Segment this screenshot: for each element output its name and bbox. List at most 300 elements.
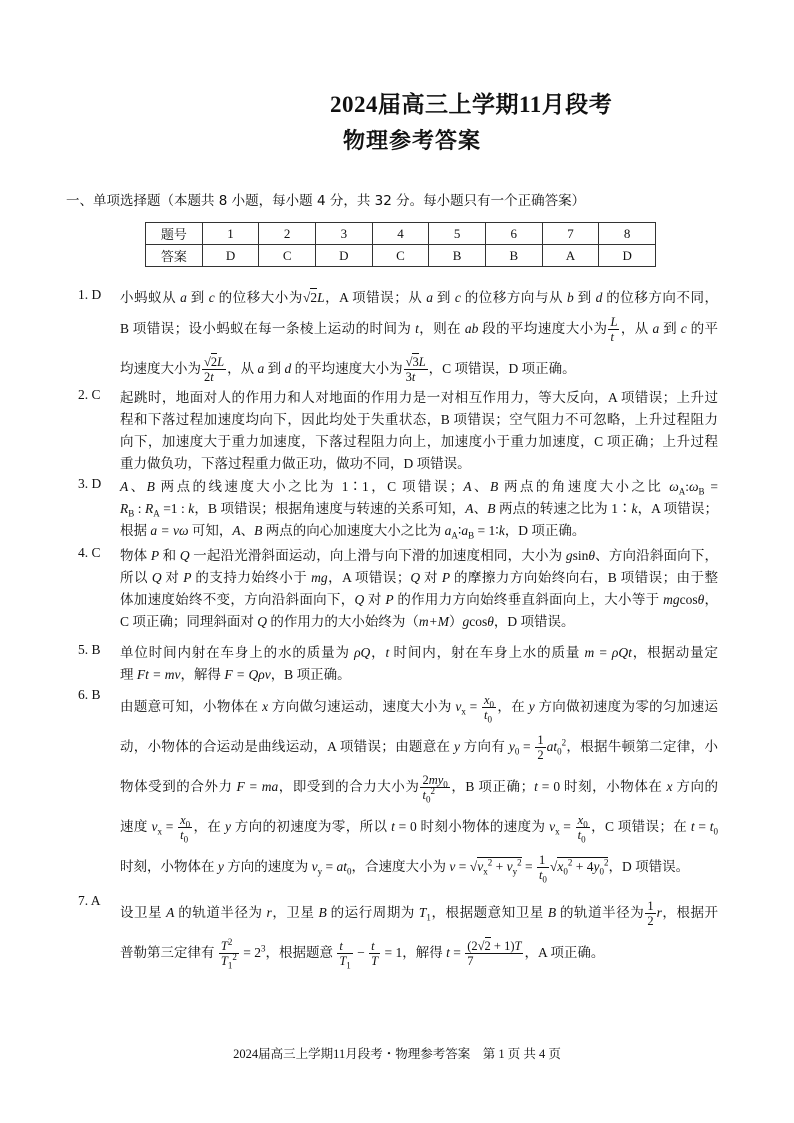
text-run: 1 — [538, 853, 546, 868]
math-fraction — [645, 899, 655, 928]
math-variable: B — [254, 523, 263, 538]
math-variable: t — [180, 828, 184, 843]
explanation-line — [120, 387, 718, 409]
math-variable: y — [454, 739, 461, 754]
text-run: 3 — [412, 355, 419, 370]
answer-item — [78, 545, 718, 633]
explanation-line — [120, 807, 718, 847]
math-variable: t — [385, 645, 390, 660]
text-run: ， — [370, 645, 386, 660]
text-run: 方向的 — [672, 779, 719, 794]
answer-item — [78, 476, 718, 542]
text-run: : — [134, 501, 145, 516]
math-variable: v — [477, 859, 484, 874]
explanation-line — [120, 933, 718, 973]
text-run: 方向做初速度为零的匀加速运 — [534, 699, 719, 714]
math-subscript: 0 — [514, 746, 520, 757]
math-sqrt — [469, 857, 522, 877]
text-run: − — [353, 945, 369, 960]
math-superscript: 2 — [430, 786, 435, 797]
math-variable: v — [449, 859, 456, 874]
item-number-answer: 3. D — [78, 476, 102, 491]
math-variable: t — [422, 788, 426, 803]
answer-item — [78, 287, 718, 389]
math-variable: v — [151, 819, 158, 834]
sqrt-symbol: √ — [549, 859, 558, 874]
fraction-denominator — [369, 954, 380, 968]
text-run: ，根据题意知卫星 — [430, 905, 548, 920]
fraction-denominator — [337, 954, 352, 971]
text-run: 到 — [264, 361, 285, 376]
text-run: 可知， — [188, 523, 233, 538]
math-variable: Q — [354, 592, 365, 607]
text-run: 对 — [364, 592, 386, 607]
math-sqrt — [406, 353, 419, 369]
answer-cell: D — [202, 245, 259, 267]
fraction-numerator — [202, 355, 226, 370]
math-variable: a = vω — [150, 523, 189, 538]
fraction-numerator — [465, 939, 523, 954]
text-run: = — [449, 945, 465, 960]
math-subscript: x — [157, 826, 162, 837]
fraction-denominator — [420, 786, 449, 805]
math-fraction — [219, 937, 239, 971]
math-variable: d — [595, 290, 603, 305]
math-variable: R — [120, 501, 129, 516]
math-variable: T — [371, 954, 379, 969]
math-variable: P — [441, 570, 451, 585]
math-variable: t — [538, 868, 543, 883]
text-run: + 4 — [572, 859, 594, 874]
text-run: 方向的初速度为零，所以 — [231, 819, 392, 834]
math-variable: ω — [689, 479, 699, 494]
text-run: ，卫星 — [271, 905, 319, 920]
sqrt-symbol: √ — [477, 939, 485, 954]
math-variable: g — [462, 614, 470, 629]
math-variable: k — [631, 501, 638, 516]
math-variable: t — [391, 819, 395, 834]
math-variable: ρQ — [354, 645, 371, 660]
explanation-line — [120, 431, 718, 453]
text-run: ，A 项错误； — [637, 501, 718, 516]
text-run: = — [704, 479, 718, 494]
text-run: 到 — [186, 290, 209, 305]
math-fraction — [420, 773, 449, 805]
text-run: 所以 — [120, 570, 152, 585]
math-variable: L — [418, 355, 426, 370]
math-subscript: A — [153, 508, 160, 519]
explanation-line — [120, 687, 718, 727]
text-run: 动，小物体的合运动是曲线运动，A 项错误；由题意在 — [120, 739, 455, 754]
math-variable: t — [690, 819, 695, 834]
text-run: 方向有 — [460, 739, 509, 754]
explanation-line — [120, 642, 718, 664]
text-run: = — [465, 699, 481, 714]
math-subscript: B — [468, 530, 475, 541]
text-run: = — [162, 819, 178, 834]
math-variable: v — [549, 819, 556, 834]
text-run: 重力做负功，下落过程重力做正功，做功不同，D 项错误。 — [120, 456, 471, 471]
fraction-numerator — [404, 355, 428, 370]
text-run: 设卫星 — [120, 905, 167, 920]
math-subscript: 0 — [563, 866, 568, 877]
math-variable: A — [465, 501, 474, 516]
text-run: = 1，解得 — [381, 945, 447, 960]
text-run: + 1) — [490, 939, 515, 954]
text-run: 两点的转速之比为 1∶ — [495, 501, 632, 516]
item-explanation — [120, 476, 718, 542]
text-run: 程和下落过程加速度均向下，因此均处于失重状态，B 项错误；空气阻力不可忽略，上升过程阻力 — [120, 412, 718, 427]
math-sqrt — [204, 353, 217, 369]
fraction-denominator — [576, 828, 590, 845]
text-run: ） — [449, 614, 463, 629]
math-subscript: B — [698, 486, 705, 497]
math-variable: a — [257, 361, 265, 376]
fraction-denominator — [404, 370, 428, 384]
text-run: ，B 项正确； — [450, 779, 535, 794]
item-number-answer: 5. B — [78, 642, 101, 657]
text-run: 方向做匀速运动，速度大小为 — [268, 699, 456, 714]
fraction-numerator — [608, 315, 619, 330]
text-run: 的支持力始终小于 — [191, 570, 312, 585]
explanation-line — [120, 349, 718, 389]
sqrt-symbol: √ — [469, 859, 478, 874]
answer-item — [78, 687, 718, 887]
fraction-denominator — [465, 954, 523, 968]
text-run: + — [492, 859, 507, 874]
math-variable: x — [557, 859, 564, 874]
text-run: ，则在 — [418, 321, 465, 336]
text-run: = 0 时刻，小物体在 — [537, 779, 667, 794]
text-run: 方向的速度为 — [223, 859, 312, 874]
text-run: = 0 时刻小物体的速度为 — [394, 819, 550, 834]
explanation-line — [120, 476, 718, 498]
math-variable: k — [498, 523, 505, 538]
explanation-line — [120, 545, 718, 567]
text-run: 到 — [432, 290, 455, 305]
explanation-line — [120, 767, 718, 807]
math-variable: mg — [311, 570, 328, 585]
math-fraction — [404, 355, 428, 384]
math-variable: mg — [663, 592, 680, 607]
math-variable: F = Qρv — [224, 667, 271, 682]
text-run: 和 — [159, 548, 180, 563]
text-run: 物体受到的合外力 — [120, 779, 237, 794]
math-subscript: 0 — [347, 866, 352, 877]
math-variable: a — [180, 290, 187, 305]
text-run: ，根据动量定 — [631, 645, 719, 660]
fraction-numerator — [337, 939, 352, 954]
math-variable: t — [610, 330, 614, 345]
math-variable: T — [418, 905, 427, 920]
math-variable: B — [146, 479, 155, 494]
text-run: C 项正确；同理斜面对 — [120, 614, 258, 629]
math-variable: Q — [151, 570, 162, 585]
fraction-numerator — [420, 773, 449, 788]
text-run: 、 — [473, 501, 488, 516]
math-superscript: 2 — [487, 857, 493, 868]
item-explanation — [120, 687, 718, 887]
text-run: 的平 — [686, 321, 719, 336]
math-variable: k — [188, 501, 195, 516]
math-variable: A — [232, 523, 241, 538]
math-superscript: 2 — [232, 952, 237, 963]
math-variable: t — [210, 370, 214, 385]
answer-cell: A — [542, 245, 599, 267]
math-superscript: 3 — [260, 943, 266, 954]
text-run: 理 — [120, 667, 137, 682]
text-run: 由题意可知，小物体在 — [120, 699, 263, 714]
sqrt-radicand — [477, 857, 522, 877]
math-variable: c — [208, 290, 215, 305]
math-variable: B — [318, 905, 327, 920]
math-fraction — [576, 813, 590, 845]
text-run: 起跳时，地面对人的作用力和人对地面的作用力是一对相互作用力，等大反向，A 项错误；上升过 — [120, 390, 718, 405]
math-variable: at — [546, 739, 558, 754]
math-variable: m+M — [418, 614, 449, 629]
text-run: = — [559, 819, 575, 834]
fraction-numerator — [178, 813, 192, 828]
math-variable: at — [336, 859, 348, 874]
question-number-cell: 6 — [485, 223, 542, 245]
sqrt-symbol: √ — [405, 355, 413, 370]
text-run: ，A 项正确。 — [524, 945, 605, 960]
text-run: cos — [679, 592, 698, 607]
math-subscript: 0 — [542, 874, 547, 885]
math-superscript: 2 — [561, 737, 567, 748]
text-run: 2 — [484, 939, 491, 954]
math-subscript: 0 — [183, 834, 189, 845]
text-run: 3 — [405, 370, 412, 385]
text-run: = 2 — [239, 945, 261, 960]
sqrt-radicand — [557, 857, 609, 877]
math-variable: ω — [669, 479, 679, 494]
math-subscript: 0 — [713, 826, 718, 837]
math-variable: t — [415, 321, 419, 336]
fraction-numerator — [537, 853, 549, 868]
math-variable: g — [565, 548, 573, 563]
text-run: ，根据牛顿第二定律，小 — [566, 739, 718, 754]
fraction-denominator — [645, 914, 655, 928]
text-run: 2 — [210, 355, 218, 370]
item-explanation — [120, 893, 718, 973]
section-heading: 一、单项选择题（本题共 8 小题，每小题 4 分，共 32 分。每小题只有一个正确答案） — [66, 193, 586, 209]
math-variable: P — [183, 570, 192, 585]
math-superscript: 2 — [567, 857, 573, 868]
fraction-denominator — [202, 370, 226, 384]
text-run: 的作用力方向始终垂直斜面向上，大小等于 — [393, 592, 664, 607]
text-run: 1 — [647, 899, 654, 914]
math-variable: θ — [487, 614, 494, 629]
math-variable: ab — [464, 321, 479, 336]
math-variable: a — [444, 523, 452, 538]
explanation-line — [120, 520, 718, 542]
fraction-numerator — [535, 733, 545, 748]
text-run: 两点的线速度大小之比为 1∶1，C 项错误； — [154, 479, 464, 494]
text-run: = — [521, 859, 536, 874]
math-fraction — [608, 315, 619, 344]
math-variable: t — [411, 370, 416, 385]
math-fraction — [465, 939, 523, 968]
text-run: 的位移方向与从 — [460, 290, 567, 305]
math-fraction — [535, 733, 545, 762]
math-variable: x — [666, 779, 673, 794]
math-variable: P — [150, 548, 160, 563]
text-run: = 1∶ — [474, 523, 499, 538]
fraction-numerator — [645, 899, 655, 914]
fraction-numerator — [482, 693, 496, 708]
text-run: ， — [704, 592, 719, 607]
math-subscript: x — [461, 706, 466, 717]
text-run: 2 — [537, 748, 544, 763]
math-variable: θ — [697, 592, 705, 607]
text-run: ∶ — [457, 523, 462, 538]
answer-cell: D — [316, 245, 373, 267]
answer-item — [78, 642, 718, 686]
text-run: 到 — [573, 290, 596, 305]
text-run: 7 — [467, 954, 474, 969]
text-run: ，C 项错误，D 项正确。 — [428, 361, 576, 376]
answer-cell: B — [485, 245, 542, 267]
math-variable: t — [534, 779, 538, 794]
explanation-line — [120, 589, 718, 611]
text-run: 的位移大小为 — [214, 290, 303, 305]
math-subscript: 1 — [426, 912, 431, 923]
math-sqrt — [478, 937, 491, 953]
math-variable: t — [371, 939, 375, 954]
explanation-line — [120, 611, 718, 633]
explanation-line — [120, 498, 718, 520]
explanation-line — [120, 664, 718, 686]
math-variable: B — [489, 479, 499, 494]
question-number-cell: 4 — [372, 223, 429, 245]
text-run: ，A 项错误； — [327, 570, 411, 585]
math-subscript: 0 — [443, 779, 448, 790]
math-subscript: 1 — [346, 960, 351, 971]
math-variable: v — [455, 699, 462, 714]
math-variable: T — [339, 954, 347, 969]
text-run: 的平均速度大小为 — [291, 361, 403, 376]
text-run: 单位时间内射在车身上的水的质量为 — [120, 645, 355, 660]
question-number-cell: 3 — [316, 223, 373, 245]
math-subscript: B — [128, 508, 135, 519]
explanation-line — [120, 409, 718, 431]
explanation-line — [120, 567, 718, 589]
text-run: ，B 项错误；根据角速度与转速的关系可知， — [194, 501, 466, 516]
text-run: 段的平均速度大小为 — [478, 321, 608, 336]
text-run: ，从 — [620, 321, 653, 336]
question-number-cell: 1 — [202, 223, 259, 245]
math-variable: y — [217, 859, 224, 874]
text-run: = — [519, 739, 535, 754]
math-fraction — [482, 693, 496, 725]
text-run: 的位移方向不同， — [602, 290, 719, 305]
text-run: 一起沿光滑斜面运动，向上滑与向下滑的加速度相同，大小为 — [189, 548, 566, 563]
math-superscript: 2 — [603, 857, 609, 868]
text-run: 的运行周期为 — [326, 905, 419, 920]
answer-item — [78, 387, 718, 475]
text-run: 时刻，小物体在 — [120, 859, 218, 874]
math-variable: θ — [588, 548, 595, 563]
explanation-line — [120, 847, 718, 887]
fraction-denominator — [537, 868, 549, 885]
text-run: 的轨道半径为 — [556, 905, 645, 920]
math-variable: r — [656, 905, 662, 920]
math-variable: L — [217, 355, 225, 370]
math-variable: b — [566, 290, 574, 305]
math-variable: B — [487, 501, 496, 516]
math-subscript: 0 — [185, 819, 191, 830]
text-run: 根据 — [120, 523, 151, 538]
text-run: ，C 项错误；在 — [590, 819, 691, 834]
text-run: : — [685, 479, 689, 494]
answer-cell: B — [429, 245, 486, 267]
math-fraction — [537, 853, 549, 885]
math-subscript: 0 — [583, 819, 588, 830]
text-run: 的轨道半径为 — [174, 905, 267, 920]
fraction-numerator — [369, 939, 380, 954]
math-subscript: 1 — [227, 960, 233, 971]
sqrt-symbol: √ — [204, 355, 211, 370]
explanation-line — [120, 287, 718, 309]
question-number-cell: 8 — [599, 223, 656, 245]
text-run: ，D 项错误。 — [493, 614, 575, 629]
text-run: = — [322, 859, 337, 874]
text-run: ，即受到的合力大小为 — [278, 779, 420, 794]
text-run: ，根据题意 — [265, 945, 337, 960]
math-variable: B — [547, 905, 557, 920]
math-variable: x — [262, 699, 269, 714]
item-number-answer: 6. B — [78, 687, 101, 702]
row-label: 题号 — [146, 223, 203, 245]
math-variable: F = ma — [236, 779, 279, 794]
math-subscript: y — [512, 866, 518, 877]
math-variable: a — [652, 321, 660, 336]
text-run: ，合速度大小为 — [351, 859, 450, 874]
text-run: B 项错误；设小蚂蚁在每一条棱上运动的时间为 — [120, 321, 416, 336]
fraction-denominator — [219, 952, 239, 971]
math-fraction — [178, 813, 192, 845]
math-variable: y — [593, 859, 600, 874]
item-explanation — [120, 387, 718, 475]
math-variable: T — [220, 939, 228, 954]
math-variable: t — [709, 819, 714, 834]
item-number-answer: 7. A — [78, 893, 101, 908]
text-run: 对 — [161, 570, 184, 585]
text-run: 的摩擦力方向始终向右，B 项错误；由于整 — [450, 570, 719, 585]
math-superscript: 2 — [517, 857, 522, 868]
text-run: 两点的角速度大小之比 — [498, 479, 670, 494]
row-label: 答案 — [146, 245, 203, 267]
item-number-answer: 2. C — [78, 387, 101, 402]
math-variable: x — [577, 813, 584, 828]
fraction-denominator — [482, 708, 496, 725]
fraction-numerator — [576, 813, 590, 828]
text-run: ，在 — [497, 699, 529, 714]
math-variable: T — [220, 954, 228, 969]
text-run: 对 — [420, 570, 442, 585]
math-variable: c — [454, 290, 461, 305]
math-variable: A — [166, 905, 175, 920]
math-variable: R — [144, 501, 154, 516]
math-variable: my — [428, 773, 444, 788]
math-subscript: 0 — [425, 794, 431, 805]
fraction-denominator — [535, 748, 545, 762]
item-explanation — [120, 287, 718, 389]
math-superscript: 2 — [227, 937, 233, 948]
math-variable: x — [180, 813, 186, 828]
math-variable: a — [461, 523, 469, 538]
